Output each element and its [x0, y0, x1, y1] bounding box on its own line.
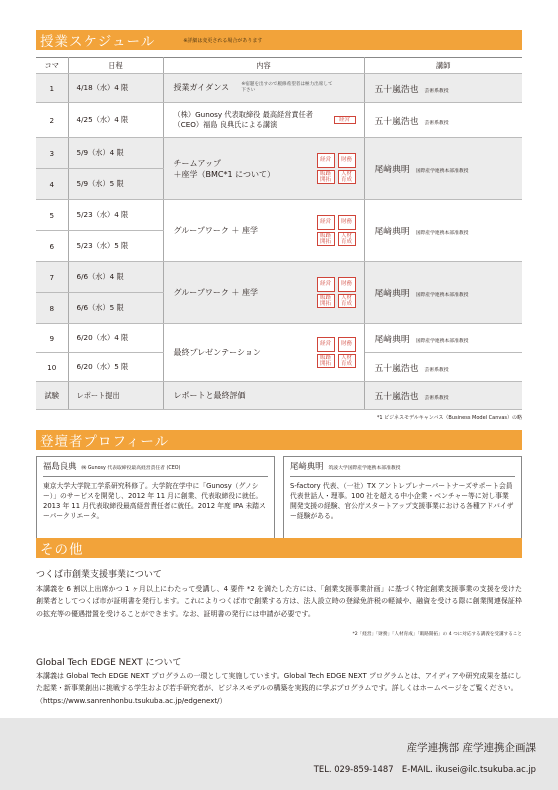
lecturer-affiliation: 国際産学連携本部准教授: [415, 338, 469, 344]
lecturer-name: 尾﨑典明: [374, 289, 410, 299]
schedule-section-note: ※詳細は変更される場合があります: [183, 37, 263, 44]
schedule-section-title: 授業スケジュール: [40, 34, 156, 50]
content-title: 最終プレゼンテーション: [173, 348, 261, 357]
other-section-title: その他: [40, 542, 84, 558]
content-title: グループワーク ＋ 座学: [173, 226, 258, 235]
date-cell: 6/20（水）4 限: [68, 324, 163, 353]
tag-keiei: 経営: [334, 116, 356, 124]
lecturer-name: 尾﨑典明: [374, 334, 410, 345]
date-cell: 6/20（水）5 限: [68, 353, 163, 382]
content-cell: [163, 382, 364, 410]
koma-cell: 6: [36, 231, 68, 262]
koma-cell: 10: [36, 353, 68, 382]
profile-section-header: [36, 430, 522, 450]
lecturer-cell: [364, 74, 522, 103]
tag-keiei: 経営: [317, 277, 335, 292]
profile-name: 福島良典: [43, 461, 77, 471]
table-header-row: [36, 58, 522, 74]
profile-name: 尾﨑典明: [290, 461, 324, 471]
tag-group: [317, 277, 356, 309]
header-koma: コマ: [36, 58, 68, 74]
tag-group: [317, 153, 356, 185]
tag-hanro: 販路開拓: [317, 232, 335, 247]
date-cell: 4/18（水）4 限: [68, 74, 163, 103]
tag-jinzai: 人材育成: [338, 294, 356, 309]
content-subtitle: ＋座学（BMC*1 について）: [173, 169, 275, 179]
content-title: グループワーク ＋ 座学: [173, 288, 258, 297]
edge-next-heading: Global Tech EDGE NEXT について: [36, 658, 182, 668]
date-cell: 5/23（水）5 限: [68, 231, 163, 262]
edge-next-body: 本講義は Global Tech EDGE NEXT プログラムの一環として実施しています。Global Tech EDGE NEXT プログラムとは、アイディアや研究成果を基にした起業・新事業創出に挑戦する学生および若手研究者が、ビジネスモデルの構築を実践的に学ぶプログラムです。詳しくはホームページをご覧ください。（https://www.sanrenhonbu.tsukuba.ac.jp/edgenext/）: [36, 672, 522, 705]
date-cell: レポート提出: [68, 382, 163, 410]
tag-jinzai: 人材育成: [338, 232, 356, 247]
tag-zaimu: 財務: [338, 277, 356, 292]
lecturer-cell: [364, 262, 522, 324]
lecturer-cell: [364, 382, 522, 410]
lecturer-cell: [364, 138, 522, 200]
lecturer-cell: [364, 353, 522, 382]
table-row: [36, 262, 522, 293]
tag-keiei: 経営: [317, 153, 335, 168]
content-cell: [163, 103, 364, 138]
tag-zaimu: 財務: [338, 215, 356, 230]
content-cell: [163, 200, 364, 262]
lecturer-affiliation: 芸術系教授: [424, 367, 449, 373]
table-row: [36, 138, 522, 169]
lecturer-cell: [364, 200, 522, 262]
profile-bio: S-factory 代表、（一社）TX アントレプレナーパートナーズサポート会員代表世話人・理事。100 社を超える中小企業・ベンチャー等に対し事業開発支援の経験、官公庁スタートアップ支援事業における各種アドバイザー経験がある。: [290, 482, 514, 520]
lecturer-cell: [364, 103, 522, 138]
tag-hanro: 販路開拓: [317, 294, 335, 309]
table-footnote: *1 ビジネスモデルキャンバス（Business Model Canvas）の略: [376, 415, 522, 421]
koma-cell: 4: [36, 169, 68, 200]
table-row: [36, 74, 522, 103]
date-cell: 6/6（水）5 限: [68, 293, 163, 324]
koma-cell: 試験: [36, 382, 68, 410]
content-cell: [163, 324, 364, 382]
header-content: 内容: [163, 58, 364, 74]
tsukuba-support-heading: つくば市創業支援事業について: [36, 570, 162, 580]
date-cell: 5/23（水）4 限: [68, 200, 163, 231]
lecturer-affiliation: 芸術系教授: [424, 396, 449, 401]
tag-zaimu: 財務: [338, 337, 356, 352]
tag-group: [317, 337, 356, 369]
lecturer-name: 五十嵐浩也: [374, 84, 419, 95]
profile-role: 筑波大学国際産学連携本部准教授: [328, 466, 401, 471]
date-cell: 5/9（水）5 限: [68, 169, 163, 200]
koma-cell: 9: [36, 324, 68, 353]
lecturer-affiliation: 国際産学連携本部准教授: [415, 169, 469, 174]
lecturer-affiliation: 国際産学連携本部准教授: [415, 293, 469, 298]
tsukuba-support-note: *2「経営」「財務」「人材育成」「販路開拓」の 4 つに対応する講義を受講すること: [352, 632, 522, 637]
koma-cell: 2: [36, 103, 68, 138]
profile-bio: 東京大学大学院工学系研究科修了。大学院在学中に「Gunosy（グノシー）」のサービスを開発し、2012 年 11 月に創業、代表取締役に就任。2013 年 11 月代表取締役最高経営責任者に就任。2012 年度 IPA 未踏スーパークリエータ。: [43, 482, 266, 520]
table-row: [36, 382, 522, 410]
content-cell: [163, 138, 364, 200]
lecturer-name: 五十嵐浩也: [374, 363, 419, 374]
table-row: [36, 200, 522, 231]
content-cell: [163, 74, 364, 103]
tag-keiei: 経営: [317, 215, 335, 230]
lecturer-affiliation: 芸術系教授: [424, 120, 449, 126]
footer-department: 産学連携部 産学連携企画課: [406, 742, 536, 754]
content-note: ※宿題を出すので履修希望者は極力出席して下さい: [241, 82, 333, 93]
lecturer-name: 五十嵐浩也: [374, 116, 419, 127]
koma-cell: 8: [36, 293, 68, 324]
tag-zaimu: 財務: [338, 153, 356, 168]
lecturer-affiliation: 芸術系教授: [424, 88, 449, 94]
date-cell: 5/9（水）4 限: [68, 138, 163, 169]
date-cell: 4/25（水）4 限: [68, 103, 163, 138]
tag-group: [317, 215, 356, 247]
header-lecturer: 講師: [364, 58, 522, 74]
tag-hanro: 販路開拓: [317, 354, 335, 369]
lecturer-affiliation: 国際産学連携本部准教授: [415, 231, 469, 236]
lecturer-name: 尾﨑典明: [374, 227, 410, 237]
lecturer-name: 尾﨑典明: [374, 165, 410, 175]
content-cell: [163, 262, 364, 324]
profile-heading: [43, 461, 268, 477]
footer-contact: TEL. 029-859-1487 E-MAIL. ikusei@ilc.tsukuba.ac.jp: [313, 764, 536, 774]
profile-section-title: 登壇者プロフィール: [40, 434, 170, 450]
tag-hanro: 販路開拓: [317, 170, 335, 185]
tsukuba-support-body: 本講義を 6 割以上出席かつ 1 ヶ月以上にわたって受講し、4 要件 *2 を満たした方には、「創業支援事業計画」に基づく特定創業支援事業の支援を受けた創業者としてつくば市が証明書を発行します。これによりつくば市で創業する方は、法人設立時の登録免許税の軽減や、融資を受ける際に創業関連保証枠の拡充等の優遇措置を受けることができます。なお、証明書の発行には申請が必要です。: [36, 585, 522, 618]
tag-keiei: 経営: [317, 337, 335, 352]
other-section-header: [36, 538, 522, 558]
content-title: チームアップ: [173, 158, 221, 168]
content-title: レポートと最終評価: [173, 391, 246, 400]
table-row: [36, 324, 522, 353]
lecturer-name: 五十嵐浩也: [374, 392, 419, 402]
content-title: （株）Gunosy 代表取締役 最高経営責任者（CEO）福島 良典氏による講演: [173, 110, 313, 129]
koma-cell: 3: [36, 138, 68, 169]
schedule-table: [36, 57, 522, 410]
header-date: 日程: [68, 58, 163, 74]
profile-heading: [290, 461, 515, 477]
content-title: 授業ガイダンス: [173, 83, 230, 92]
table-row: [36, 103, 522, 138]
profile-role: ㈱ Gunosy 代表取締役最高経営責任者 (CEO): [81, 466, 181, 471]
schedule-section-header: [36, 30, 522, 50]
lecturer-cell: [364, 324, 522, 353]
koma-cell: 1: [36, 74, 68, 103]
tag-jinzai: 人材育成: [338, 170, 356, 185]
tag-jinzai: 人材育成: [338, 354, 356, 369]
koma-cell: 5: [36, 200, 68, 231]
date-cell: 6/6（水）4 限: [68, 262, 163, 293]
koma-cell: 7: [36, 262, 68, 293]
